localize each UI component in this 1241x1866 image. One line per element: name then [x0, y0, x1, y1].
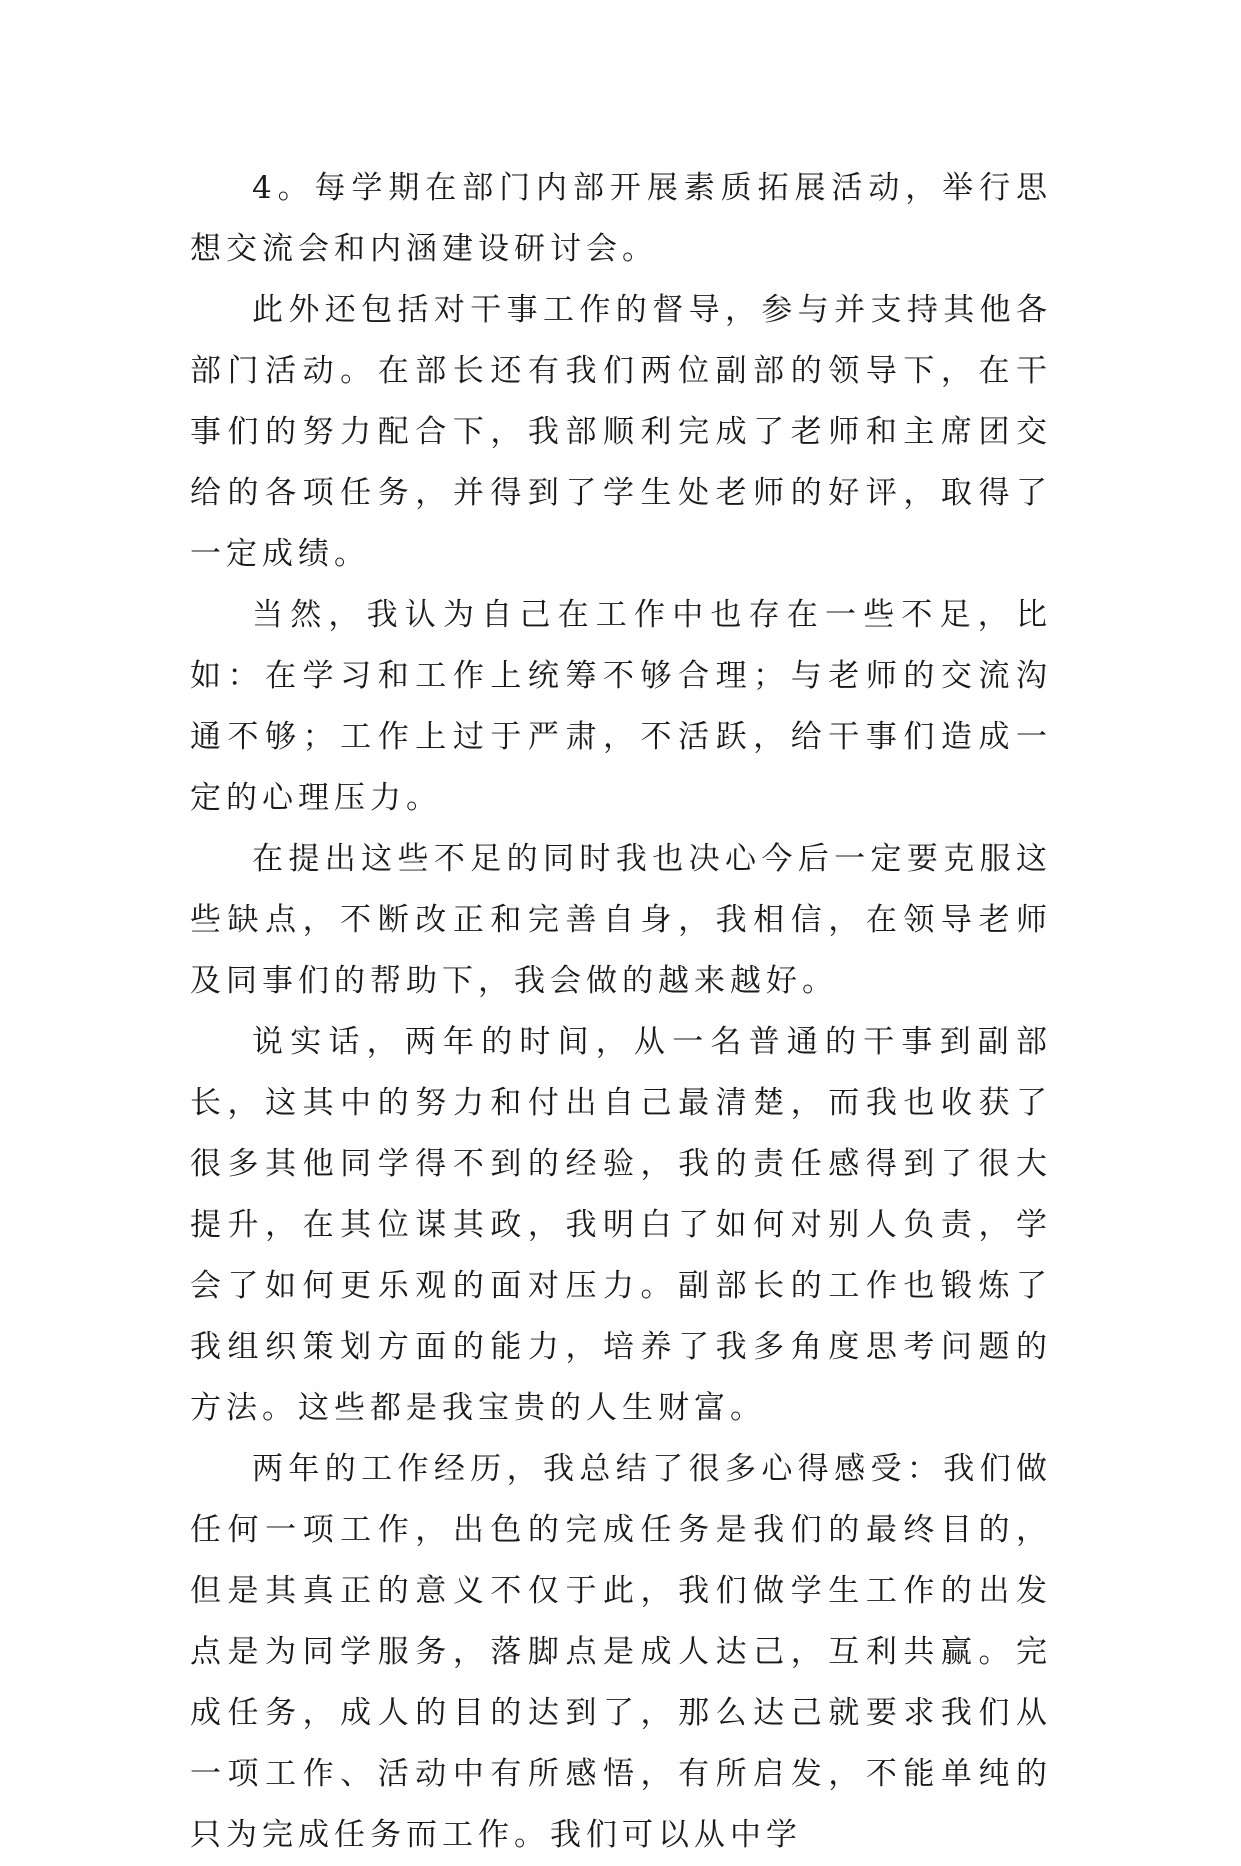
- paragraph-6: 两年的工作经历，我总结了很多心得感受：我们做任何一项工作，出色的完成任务是我们的最终目的，但是其真正的意义不仅于此，我们做学生工作的出发点是为同学服务，落脚点是成人达己，互利共赢。完成任务，成人的目的达到了，那么达己就要求我们从一项工作、活动中有所感悟，有所启发，不能单纯的只为完成任务而工作。我们可以从中学: [190, 1451, 1052, 1853]
- body-text: [190, 158, 1052, 1866]
- paragraph-4: 在提出这些不足的同时我也决心今后一定要克服这些缺点，不断改正和完善自身，我相信，在领导老师及同事们的帮助下，我会做的越来越好。: [190, 841, 1052, 999]
- paragraph-1: 4。每学期在部门内部开展素质拓展活动，举行思想交流会和内涵建设研讨会。: [190, 170, 1052, 267]
- paragraph-2: 此外还包括对干事工作的督导，参与并支持其他各部门活动。在部长还有我们两位副部的领导下，在干事们的努力配合下，我部顺利完成了老师和主席团交给的各项任务，并得到了学生处老师的好评，取得了一定成绩。: [190, 292, 1052, 572]
- paragraph-5: 说实话，两年的时间，从一名普通的干事到副部长，这其中的努力和付出自己最清楚，而我也收获了很多其他同学得不到的经验，我的责任感得到了很大提升，在其位谋其政，我明白了如何对别人负责，学会了如何更乐观的面对压力。副部长的工作也锻炼了我组织策划方面的能力，培养了我多角度思考问题的方法。这些都是我宝贵的人生财富。: [190, 1024, 1052, 1426]
- paragraph-3: 当然，我认为自己在工作中也存在一些不足，比如：在学习和工作上统筹不够合理；与老师的交流沟通不够；工作上过于严肃，不活跃，给干事们造成一定的心理压力。: [190, 597, 1052, 816]
